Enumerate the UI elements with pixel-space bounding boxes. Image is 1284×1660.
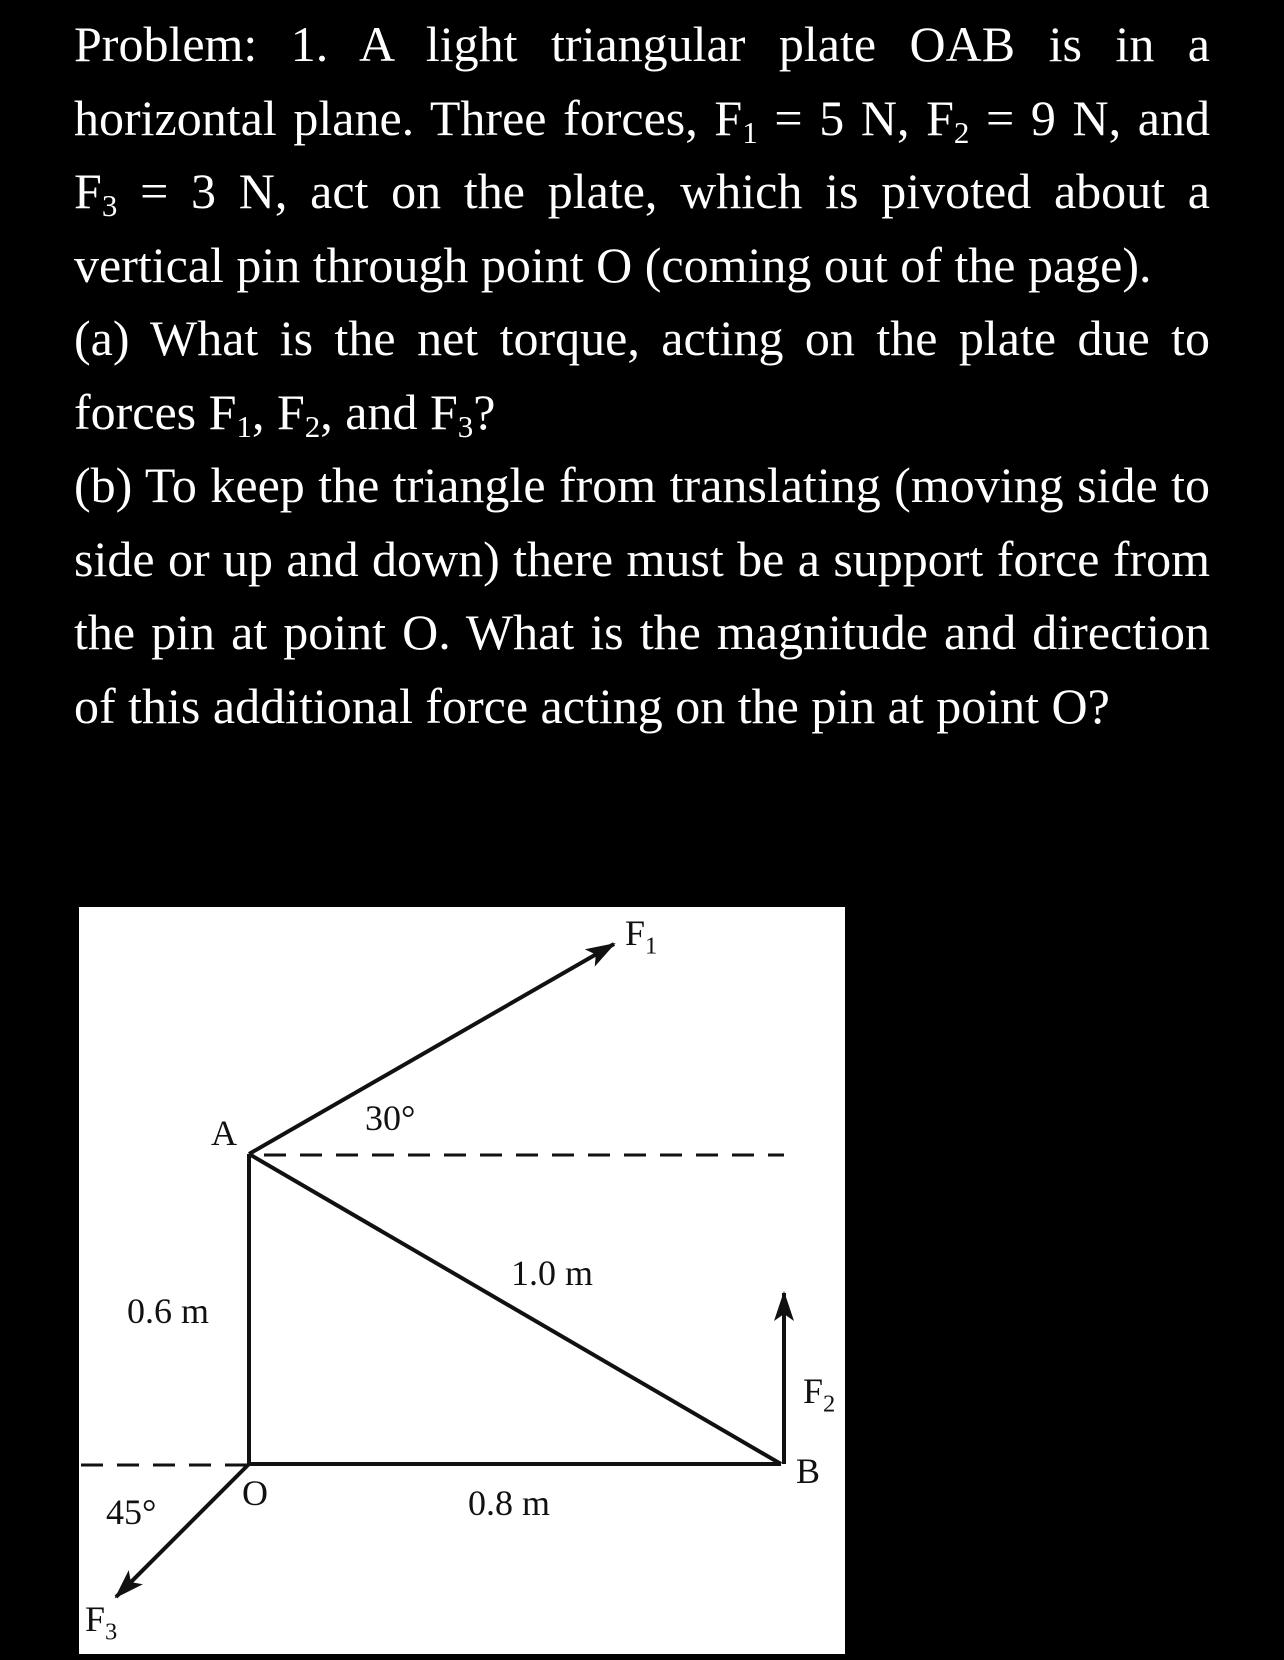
label-point-a: A: [211, 1113, 237, 1153]
problem-statement: [74, 8, 1210, 743]
length-label-oa: 0.6 m: [127, 1291, 210, 1331]
label-f1: $F_1$: [625, 913, 658, 960]
force-f1-arrow: [249, 944, 614, 1154]
label-point-o: O: [242, 1473, 268, 1513]
problem-intro: Problem: 1. A light triangular plate OAB is in a horizontal plane. Three forces, $F_1 = 5$ N, $F_2 = 9$ N, and $F_3 = 3$ N, act on the plate, which is pivoted about a vertical pin through point O (coming out of the page).: [74, 16, 1210, 293]
force-diagram: [79, 907, 845, 1654]
length-label-ab: 1.0 m: [511, 1253, 594, 1293]
label-f2: $F_2$: [803, 1371, 836, 1418]
question-b: (b) To keep the triangle from translating (moving side to side or up and down) there must be a support force from the pin at point O. What is the magnitude and direction of this additional force acting on the pin at point O?: [74, 457, 1210, 734]
label-point-b: B: [796, 1451, 821, 1491]
question-a: (a) What is the net torque, acting on the plate due to forces $F_1$, $F_2$, and $F_3$?: [74, 310, 1210, 444]
angle-label-45: 45°: [106, 1492, 157, 1532]
side-ab: [249, 1154, 781, 1464]
angle-label-30: 30°: [365, 1098, 416, 1138]
diagram-drawing: [79, 907, 845, 1654]
label-f3: $F_3$: [85, 1599, 118, 1646]
length-label-ob: 0.8 m: [468, 1483, 551, 1523]
